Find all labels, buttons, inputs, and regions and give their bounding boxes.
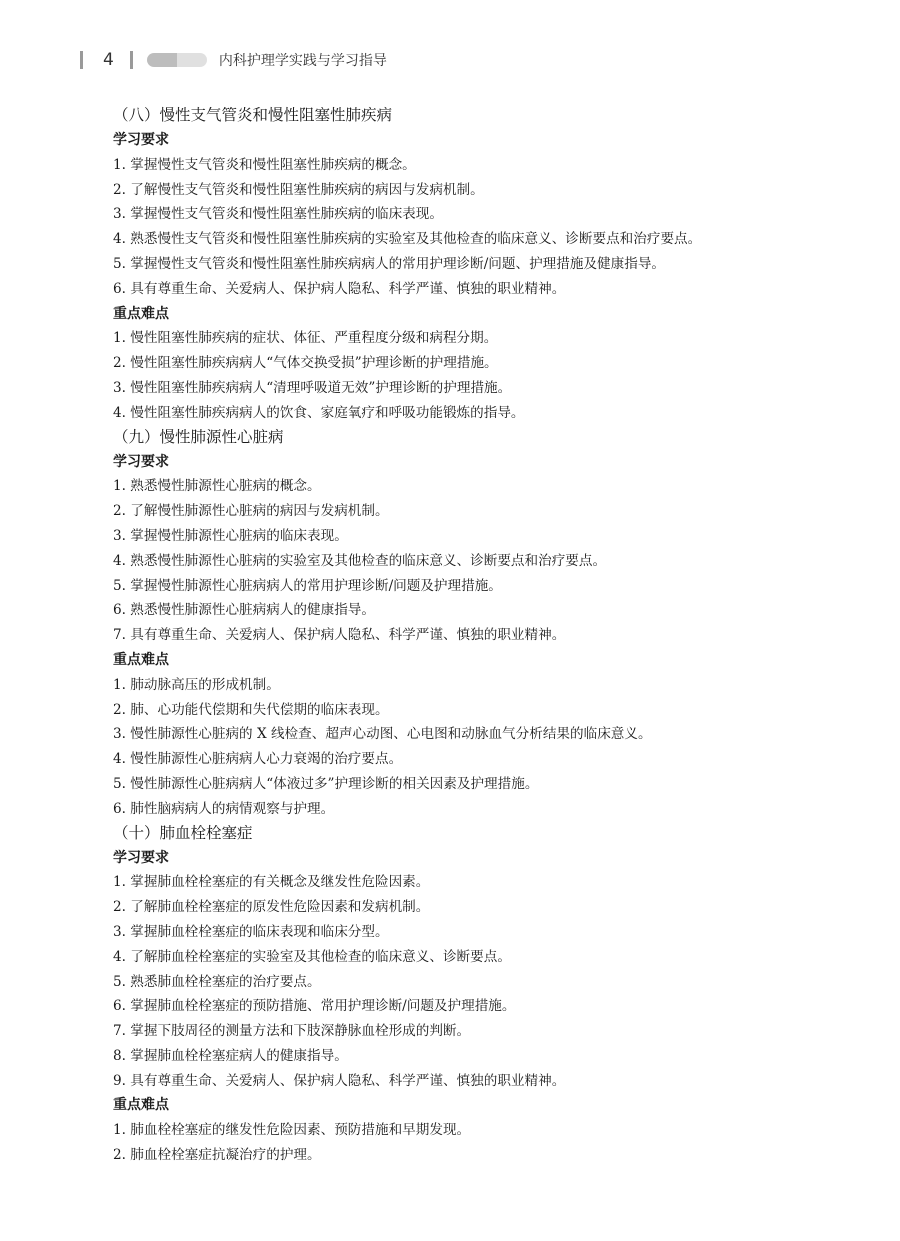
section-title: （八）慢性支气管炎和慢性阻塞性肺疾病 bbox=[113, 106, 393, 124]
section bbox=[113, 102, 833, 426]
list-item: 3. 掌握慢性肺源性心脏病的临床表现。 bbox=[113, 527, 348, 544]
list-item: 1. 掌握慢性支气管炎和慢性阻塞性肺疾病的概念。 bbox=[113, 156, 416, 173]
list-item: 4. 慢性肺源性心脏病病人心力衰竭的治疗要点。 bbox=[113, 751, 403, 768]
list-item: 5. 掌握慢性肺源性心脏病病人的常用护理诊断/问题及护理措施。 bbox=[113, 577, 502, 594]
header-divider bbox=[80, 51, 83, 69]
list-item: 1. 慢性阻塞性肺疾病的症状、体征、严重程度分级和病程分期。 bbox=[113, 330, 498, 347]
list-item: 5. 熟悉肺血栓栓塞症的治疗要点。 bbox=[113, 973, 321, 990]
subsection-heading: 学习要求 bbox=[113, 453, 169, 470]
book-title: 内科护理学实践与学习指导 bbox=[218, 53, 387, 69]
list-item: 6. 肺性脑病病人的病情观察与护理。 bbox=[113, 800, 335, 817]
list-item: 2. 肺、心功能代偿期和失代偿期的临床表现。 bbox=[113, 701, 389, 718]
running-header bbox=[80, 48, 387, 72]
list-item: 8. 掌握肺血栓栓塞症病人的健康指导。 bbox=[113, 1047, 348, 1064]
list-item: 4. 熟悉慢性支气管炎和慢性阻塞性肺疾病的实验室及其他检查的临床意义、诊断要点和治疗要点。 bbox=[113, 231, 702, 248]
list-item: 7. 具有尊重生命、关爱病人、保护病人隐私、科学严谨、慎独的职业精神。 bbox=[113, 627, 566, 644]
page-number: 4 bbox=[103, 50, 114, 70]
subsection-heading: 学习要求 bbox=[113, 132, 169, 148]
list-item: 1. 肺动脉高压的形成机制。 bbox=[113, 676, 280, 693]
section bbox=[113, 424, 833, 822]
list-item: 2. 慢性阻塞性肺疾病病人“气体交换受损”护理诊断的护理措施。 bbox=[113, 355, 498, 372]
section bbox=[113, 820, 833, 1168]
header-divider bbox=[130, 51, 133, 69]
list-item: 9. 具有尊重生命、关爱病人、保护病人隐私、科学严谨、慎独的职业精神。 bbox=[113, 1072, 566, 1089]
page-content bbox=[113, 104, 833, 1168]
list-item: 3. 慢性肺源性心脏病的 X 线检查、超声心动图、心电图和动脉血气分析结果的临床意义。 bbox=[113, 726, 652, 743]
list-item: 4. 慢性阻塞性肺疾病病人的饮食、家庭氧疗和呼吸功能锻炼的指导。 bbox=[113, 404, 525, 421]
list-item: 6. 熟悉慢性肺源性心脏病病人的健康指导。 bbox=[113, 602, 375, 619]
section-title: （十）肺血栓栓塞症 bbox=[113, 823, 253, 842]
list-item: 3. 慢性阻塞性肺疾病病人“清理呼吸道无效”护理诊断的护理措施。 bbox=[113, 379, 512, 396]
list-item: 4. 了解肺血栓栓塞症的实验室及其他检查的临床意义、诊断要点。 bbox=[113, 948, 511, 965]
list-item: 3. 掌握肺血栓栓塞症的临床表现和临床分型。 bbox=[113, 923, 389, 940]
subsection-heading: 学习要求 bbox=[113, 849, 169, 866]
list-item: 5. 慢性肺源性心脏病病人“体液过多”护理诊断的相关因素及护理措施。 bbox=[113, 775, 539, 792]
subsection-heading: 重点难点 bbox=[113, 305, 169, 322]
subsection-heading: 重点难点 bbox=[113, 1097, 169, 1114]
list-item: 6. 掌握肺血栓栓塞症的预防措施、常用护理诊断/问题及护理措施。 bbox=[113, 998, 516, 1015]
list-item: 2. 了解慢性支气管炎和慢性阻塞性肺疾病的病因与发病机制。 bbox=[113, 181, 484, 198]
list-item: 1. 熟悉慢性肺源性心脏病的概念。 bbox=[113, 478, 321, 495]
list-item: 3. 掌握慢性支气管炎和慢性阻塞性肺疾病的临床表现。 bbox=[113, 206, 443, 223]
section-title: （九）慢性肺源性心脏病 bbox=[113, 427, 284, 446]
subsection-heading: 重点难点 bbox=[113, 651, 169, 668]
list-item: 7. 掌握下肢周径的测量方法和下肢深静脉血栓形成的判断。 bbox=[113, 1023, 471, 1040]
list-item: 1. 肺血栓栓塞症的继发性危险因素、预防措施和早期发现。 bbox=[113, 1122, 471, 1139]
list-item: 2. 了解慢性肺源性心脏病的病因与发病机制。 bbox=[113, 503, 389, 520]
list-item: 2. 肺血栓栓塞症抗凝治疗的护理。 bbox=[113, 1147, 321, 1164]
list-item: 5. 掌握慢性支气管炎和慢性阻塞性肺疾病病人的常用护理诊断/问题、护理措施及健康指导。 bbox=[113, 255, 666, 272]
list-item: 4. 熟悉慢性肺源性心脏病的实验室及其他检查的临床意义、诊断要点和治疗要点。 bbox=[113, 552, 607, 569]
list-item: 2. 了解肺血栓栓塞症的原发性危险因素和发病机制。 bbox=[113, 899, 430, 916]
list-item: 1. 掌握肺血栓栓塞症的有关概念及继发性危险因素。 bbox=[113, 874, 430, 891]
list-item: 6. 具有尊重生命、关爱病人、保护病人隐私、科学严谨、慎独的职业精神。 bbox=[113, 280, 566, 297]
header-decoration bbox=[147, 53, 207, 67]
